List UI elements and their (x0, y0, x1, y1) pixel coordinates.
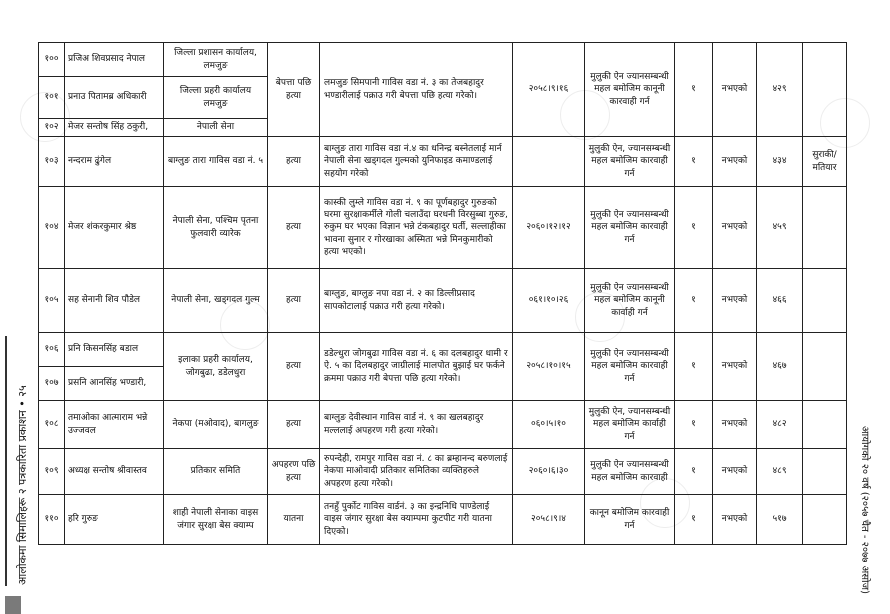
type-cell: बेपत्ता पछि हत्या (268, 43, 320, 137)
table-row (39, 333, 847, 367)
file-number-cell: ४८२ (757, 401, 803, 449)
org-cell: नेपाली सेना, पश्चिम पृतना फुलवारी व्यारेक (164, 187, 268, 269)
org-cell: जिल्ला प्रशासन कार्यालय, लमजुङ (164, 43, 268, 77)
org-cell: प्रतिकार समिति (164, 449, 268, 495)
description-cell: तनहुँ पुर्कोट गाविस वार्डनं. ३ का इन्द्रनिधि पाण्डेलाई वाइस जंगार सुरक्षा बेस क्याम्पमा कुटपीट गरी यातना दिएको। (320, 495, 513, 545)
remark-cell (803, 187, 847, 269)
type-cell: अपहरण पछि हत्या (268, 449, 320, 495)
status-cell: नभएको (713, 401, 757, 449)
org-cell: नेपाली सेना, खड्गदल गुल्म (164, 269, 268, 333)
count-cell: १ (675, 333, 713, 401)
remark-cell (803, 495, 847, 545)
serial-cell: १०९ (39, 449, 65, 495)
description-cell: डडेल्धुरा जोगबुढा गाविस वडा नं. ६ का दलबहादुर धामी र ऐ. ५ का दिलबहादुर जाग्रीलाई मालपोत बुझाई घर फर्कने क्रममा पक्राउ गरी बेपत्ता पछि हत्या गरेको। (320, 333, 513, 401)
serial-cell: १०० (39, 43, 65, 77)
recommendation-cell: मुलुकी ऐन ज्यानसम्बन्धी महल बमोजिम कानूनी कार्वाही गर्न (585, 269, 675, 333)
remark-cell (803, 269, 847, 333)
records-table (38, 42, 847, 545)
remark-cell (803, 401, 847, 449)
name-cell: अध्यक्ष सन्तोष श्रीवास्तव (65, 449, 164, 495)
status-cell: नभएको (713, 495, 757, 545)
recommendation-cell: कानून बमोजिम कारवाही गर्न (585, 495, 675, 545)
recommendation-cell: मुलुकी ऐन ज्यानसम्बन्धी महल बमोजिम कानूनी कारवाही गर्न (585, 43, 675, 137)
org-cell: नेकपा (मओवाद), बागलुङ (164, 401, 268, 449)
date-cell: ०६०।५।१० (513, 401, 585, 449)
remark-cell: सुराकी/मतियार (803, 137, 847, 187)
date-cell: २०५८।१०।१५ (513, 333, 585, 401)
type-cell: हत्या (268, 333, 320, 401)
type-cell: हत्या (268, 187, 320, 269)
table-row (39, 43, 847, 77)
org-cell: इलाका प्रहरी कार्यालय, जोगबुढा, डडेलधुरा (164, 333, 268, 401)
org-cell: जिल्ला प्रहरी कार्यालय लमजुङ (164, 77, 268, 119)
date-cell: २०५८।९।१६ (513, 43, 585, 137)
count-cell: १ (675, 401, 713, 449)
table-row (39, 137, 847, 187)
name-cell: नन्दराम ढुंगेल (65, 137, 164, 187)
type-cell: हत्या (268, 137, 320, 187)
date-cell: २०६०।६।३० (513, 449, 585, 495)
date-cell: ०६१।१०।२६ (513, 269, 585, 333)
name-cell: मेजर सन्तोष सिंह ठकुरी, (65, 119, 164, 137)
name-cell: तमाओका आत्माराम भन्ने उज्जवल (65, 401, 164, 449)
table-row (39, 401, 847, 449)
description-cell: कास्की लुम्ले गाविस वडा नं. ९ का पूर्णबहादुर गुरुङको घरमा सुरक्षाकर्मीले गोली चलाउँदा घरधनी विरसुब्बा गुरुङ, रुकुम घर भएका विज्ञान भन्ने टंकबहादुर घर्ती, सल्लाहीका भावना सुनार र गोरखाका अस्मिता भन्ने मिनकुमारीको हत्या भएको। (320, 187, 513, 269)
recommendation-cell: मुलुकी ऐन, ज्यानसम्बन्धी महल बमोजिम कारवाही गर्न (585, 137, 675, 187)
serial-cell: १०२ (39, 119, 65, 137)
serial-cell: १०८ (39, 401, 65, 449)
recommendation-cell: मुलुकी ऐन ज्यानसम्बन्धी महल बमोजिम कारवाही (585, 449, 675, 495)
serial-cell: १०४ (39, 187, 65, 269)
count-cell: १ (675, 43, 713, 137)
status-cell: नभएको (713, 333, 757, 401)
name-cell: प्रसनि आनसिंह भण्डारी, (65, 367, 164, 401)
status-cell: नभएको (713, 269, 757, 333)
remark-cell (803, 333, 847, 401)
remark-cell (803, 43, 847, 137)
date-cell: २०६०।१२।१२ (513, 187, 585, 269)
status-cell: नभएको (713, 43, 757, 137)
recommendation-cell: मुलुकी ऐन ज्यानसम्बन्धी महल बमोजिम कारवाही गर्न (585, 187, 675, 269)
remark-cell (803, 449, 847, 495)
org-cell: शाही नेपाली सेनाका वाइस जंगार सुरक्षा बेस क्याम्प (164, 495, 268, 545)
file-number-cell: ४८९ (757, 449, 803, 495)
count-cell: १ (675, 495, 713, 545)
file-number-cell: ४२९ (757, 43, 803, 137)
type-cell: हत्या (268, 269, 320, 333)
table-row (39, 449, 847, 495)
count-cell: १ (675, 449, 713, 495)
type-cell: हत्या (268, 401, 320, 449)
page-number: २५ (16, 385, 29, 397)
org-cell: बाग्लुङ तारा गाविस वडा नं. ५ (164, 137, 268, 187)
count-cell: १ (675, 269, 713, 333)
name-cell: हरि गुरुङ (65, 495, 164, 545)
recommendation-cell: मुलुकी ऐन, ज्यानसम्बन्धी महल बमोजिम कार्वाही गर्न (585, 401, 675, 449)
status-cell: नभएको (713, 137, 757, 187)
description-cell: रुपन्देही, रामपुर गाविस वडा नं. ८ का ब्रम्हानन्द बरुणलाई नेकपा माओवादी प्रतिकार समितिका व्यक्तिहरुले अपहरण हत्या गरेको। (320, 449, 513, 495)
count-cell: १ (675, 137, 713, 187)
serial-cell: १०१ (39, 77, 65, 119)
status-cell: नभएको (713, 187, 757, 269)
serial-cell: १०७ (39, 367, 65, 401)
file-number-cell: ४३४ (757, 137, 803, 187)
serial-cell: १०३ (39, 137, 65, 187)
description-cell: बाग्लुङ, बाग्लुङ नपा वडा नं. २ का डिल्लीप्रसाद सापकोटालाई पक्राउ गरी हत्या गरेको। (320, 269, 513, 333)
type-cell: यातना (268, 495, 320, 545)
right-margin-caption: आयोगको २० वर्ष (२०५७ चैत - २०७७ असोज) (859, 426, 870, 594)
table-row (39, 187, 847, 269)
file-number-cell: ४५९ (757, 187, 803, 269)
description-cell: बाग्लुङ देवीस्थान गाविस वार्ड नं. ९ का खलबहादुर मल्ललाई अपहरण गरी हत्या गरेको। (320, 401, 513, 449)
file-number-cell: ५१७ (757, 495, 803, 545)
file-number-cell: ४६६ (757, 269, 803, 333)
table-row (39, 495, 847, 545)
name-cell: प्रजिअ शिवप्रसाद नेपाल (65, 43, 164, 77)
serial-cell: १०६ (39, 333, 65, 367)
name-cell: मेजर शंकरकुमार श्रेष्ठ (65, 187, 164, 269)
page-corner-block (5, 596, 21, 614)
table-row (39, 269, 847, 333)
status-cell: नभएको (713, 449, 757, 495)
name-cell: सह सेनानी शिव पौडेल (65, 269, 164, 333)
serial-cell: १०५ (39, 269, 65, 333)
file-number-cell: ४६७ (757, 333, 803, 401)
date-cell (513, 137, 585, 187)
count-cell: १ (675, 187, 713, 269)
recommendation-cell: मुलुकी ऐन ज्यानसम्बन्धी महल बमोजिम कारवाही गर्न (585, 333, 675, 401)
name-cell: प्रनाउ पितामब्र अधिकारी (65, 77, 164, 119)
left-margin-caption: आलोकमा सिमालिहरू २ पत्रकारिता प्रकाशन • २५ (16, 385, 29, 585)
serial-cell: ११० (39, 495, 65, 545)
description-cell: बाग्लुङ तारा गाविस वडा नं.४ का धनिन्द्र बस्नेतलाई मार्न नेपाली सेना खड्गदल गुल्मको युनिफाइड कमाण्डलाई सहयोग गरेको (320, 137, 513, 187)
name-cell: प्रनि किसनसिंह बडाल (65, 333, 164, 367)
date-cell: २०५८।९।४ (513, 495, 585, 545)
org-cell: नेपाली सेना (164, 119, 268, 137)
description-cell: लमजुङ सिमपानी गाविस वडा नं. ३ का तेजबहादुर भण्डारीलाई पक्राउ गरी बेपत्ता पछि हत्या गरेको। (320, 43, 513, 137)
